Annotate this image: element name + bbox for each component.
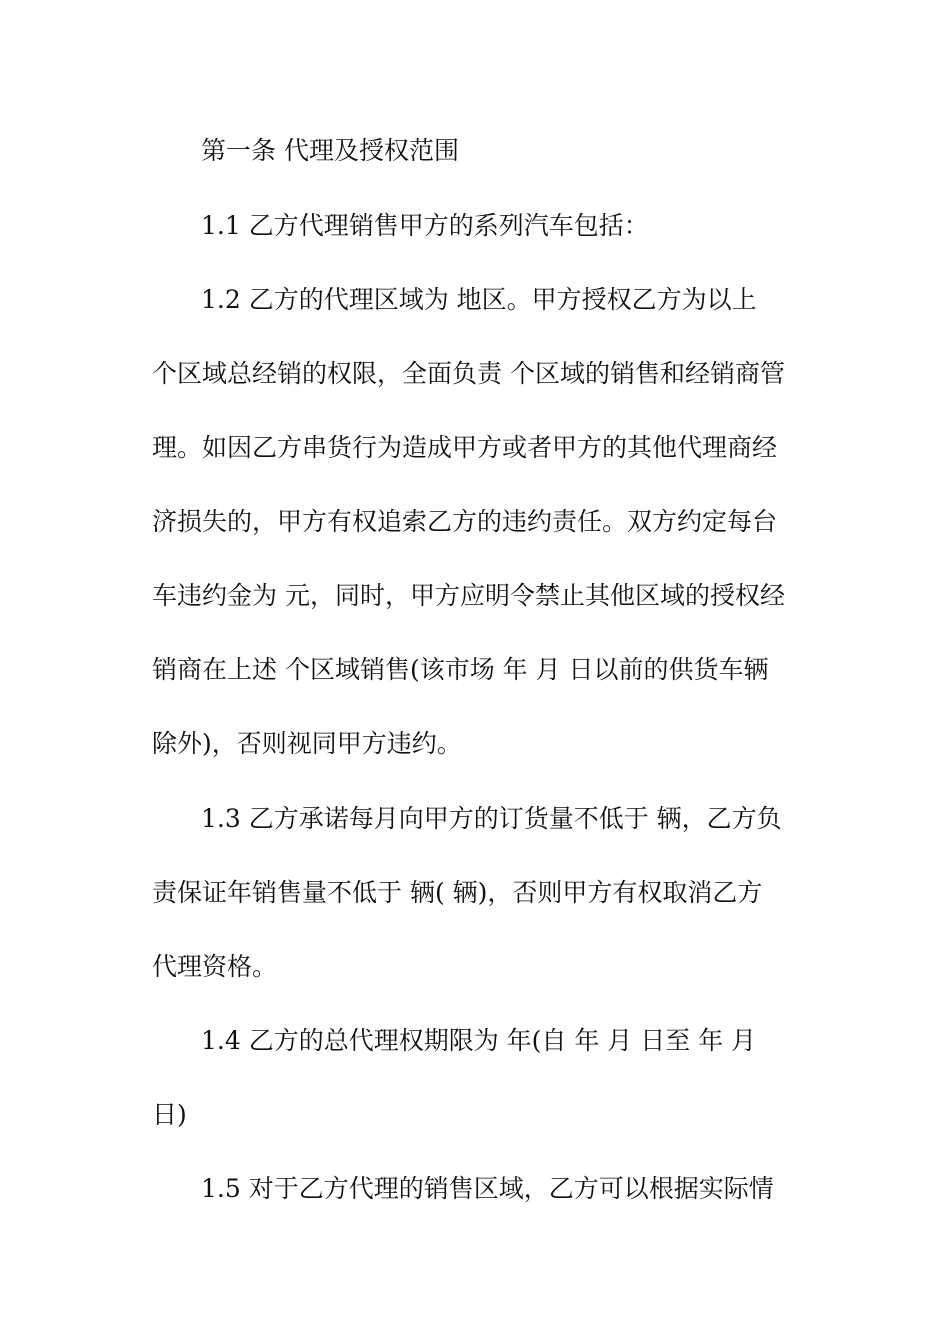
- paragraph-1-2-line-4: 济损失的，甲方有权追索乙方的违约责任。双方约定每台: [152, 507, 778, 536]
- paragraph-1-2-line-6: 销商在上述 个区域销售(该市场 年 月 日以前的供货车辆: [152, 655, 769, 684]
- paragraph-1-4-line-1: 1.4 乙方的总代理权期限为 年(自 年 月 日至 年 月: [201, 1026, 757, 1055]
- paragraph-1-3-line-2: 责保证年销售量不低于 辆( 辆)，否则甲方有权取消乙方: [152, 878, 763, 907]
- paragraph-1-3-line-1: 1.3 乙方承诺每月向甲方的订货量不低于 辆，乙方负: [201, 804, 782, 833]
- paragraph-1-5-line-1: 1.5 对于乙方代理的销售区域，乙方可以根据实际情: [201, 1174, 774, 1203]
- paragraph-1-1: 1.1 乙方代理销售甲方的系列汽车包括：: [201, 211, 649, 240]
- paragraph-1-2-line-3: 理。如因乙方串货行为造成甲方或者甲方的其他代理商经: [152, 433, 778, 462]
- paragraph-1-2-line-7: 除外)，否则视同甲方违约。: [152, 729, 462, 758]
- paragraph-1-2-line-2: 个区域总经销的权限，全面负责 个区域的销售和经销商管: [152, 359, 785, 388]
- article-heading: 第一条 代理及授权范围: [201, 136, 459, 165]
- paragraph-1-3-line-3: 代理资格。: [152, 952, 278, 981]
- paragraph-1-2-line-5: 车违约金为 元，同时，甲方应明令禁止其他区域的授权经: [152, 581, 785, 610]
- paragraph-1-2-line-1: 1.2 乙方的代理区域为 地区。甲方授权乙方为以上: [201, 285, 757, 314]
- paragraph-1-4-line-2: 日): [152, 1100, 187, 1129]
